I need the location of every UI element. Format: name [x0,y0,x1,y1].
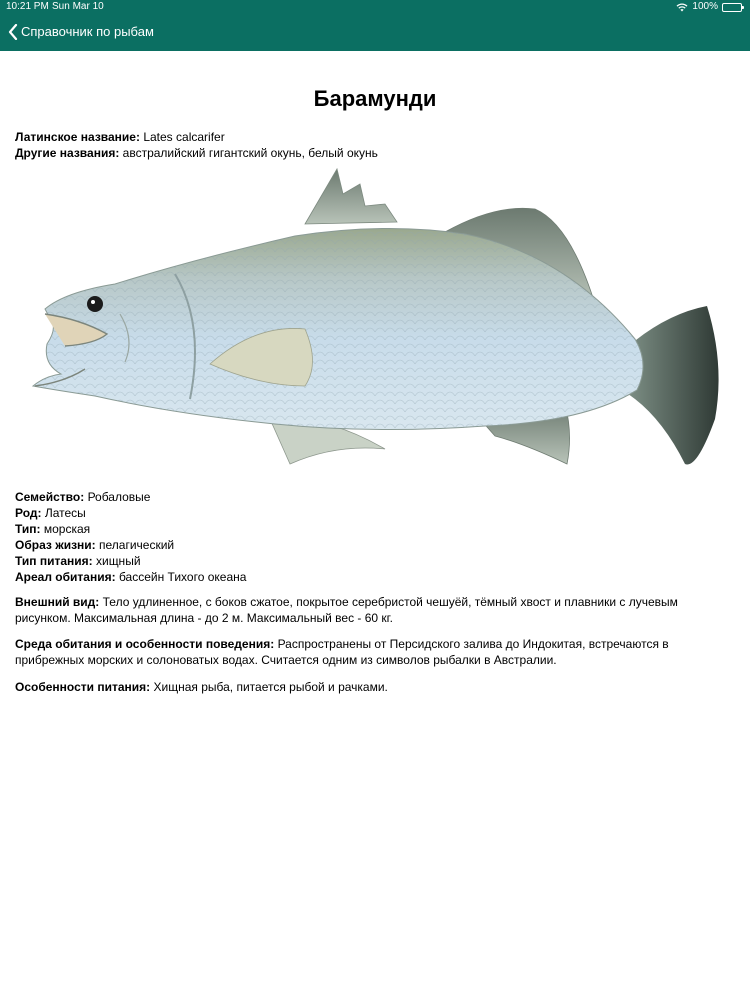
fact-value: морская [43,522,91,536]
fact-row [15,521,735,537]
battery-icon [722,3,742,12]
fact-label: Образ жизни: [15,538,96,552]
status-date: Sun Mar 10 [52,1,104,12]
status-bar [0,0,750,14]
page-title: Барамунди [313,86,437,111]
fact-label: Тип питания: [15,554,93,568]
other-names-value: австралийский гигантский окунь, белый окунь [122,146,378,160]
appearance-label: Внешний вид: [15,595,100,609]
habitat-text: Распространены от Персидского залива до Индокитая, встречаются в прибрежных морских и солоноватых водах. Считается одним из символов рыбалки в Австралии. [15,637,669,667]
fish-illustration [25,164,725,479]
fact-label: Семейство: [15,490,85,504]
back-button[interactable] [8,22,154,42]
feeding-text: Хищная рыба, питается рыбой и рачками. [153,680,388,694]
feeding-paragraph [15,679,705,695]
habitat-paragraph [15,636,705,668]
fact-value: бассейн Тихого океана [118,570,247,584]
fact-row [15,537,735,553]
fact-row [15,569,735,585]
feeding-label: Особенности питания: [15,680,151,694]
fact-value: Латесы [44,506,86,520]
names-block [15,129,735,161]
latin-name-value: Lates calcarifer [143,130,225,144]
appearance-text: Тело удлиненное, с боков сжатое, покрытое серебристой чешуёй, тёмный хвост и плавники с лучевым рисунком. Максимальная длина - до 2 м. Максимальный вес - 60 кг. [15,595,678,625]
habitat-label: Среда обитания и особенности поведения: [15,637,275,651]
status-indicators [676,0,742,14]
facts-block [15,489,735,585]
fact-value: пелагический [99,538,175,552]
fact-row [15,553,735,569]
fact-value: хищный [95,554,141,568]
battery-percent: 100% [692,1,718,12]
fact-row [15,489,735,505]
chevron-left-icon [8,24,18,40]
navigation-bar [0,0,750,51]
fact-row [15,505,735,521]
other-names-label: Другие названия: [15,146,120,160]
article [15,51,735,132]
latin-name-row [15,129,735,145]
fact-value: Робаловые [87,490,151,504]
back-button-label: Справочник по рыбам [21,24,154,39]
other-names-row [15,145,735,161]
fact-label: Ареал обитания: [15,570,116,584]
fact-label: Тип: [15,522,41,536]
appearance-paragraph [15,594,705,626]
fact-label: Род: [15,506,42,520]
latin-name-label: Латинское название: [15,130,140,144]
wifi-icon [676,3,688,12]
status-time: 10:21 PM [6,1,49,12]
